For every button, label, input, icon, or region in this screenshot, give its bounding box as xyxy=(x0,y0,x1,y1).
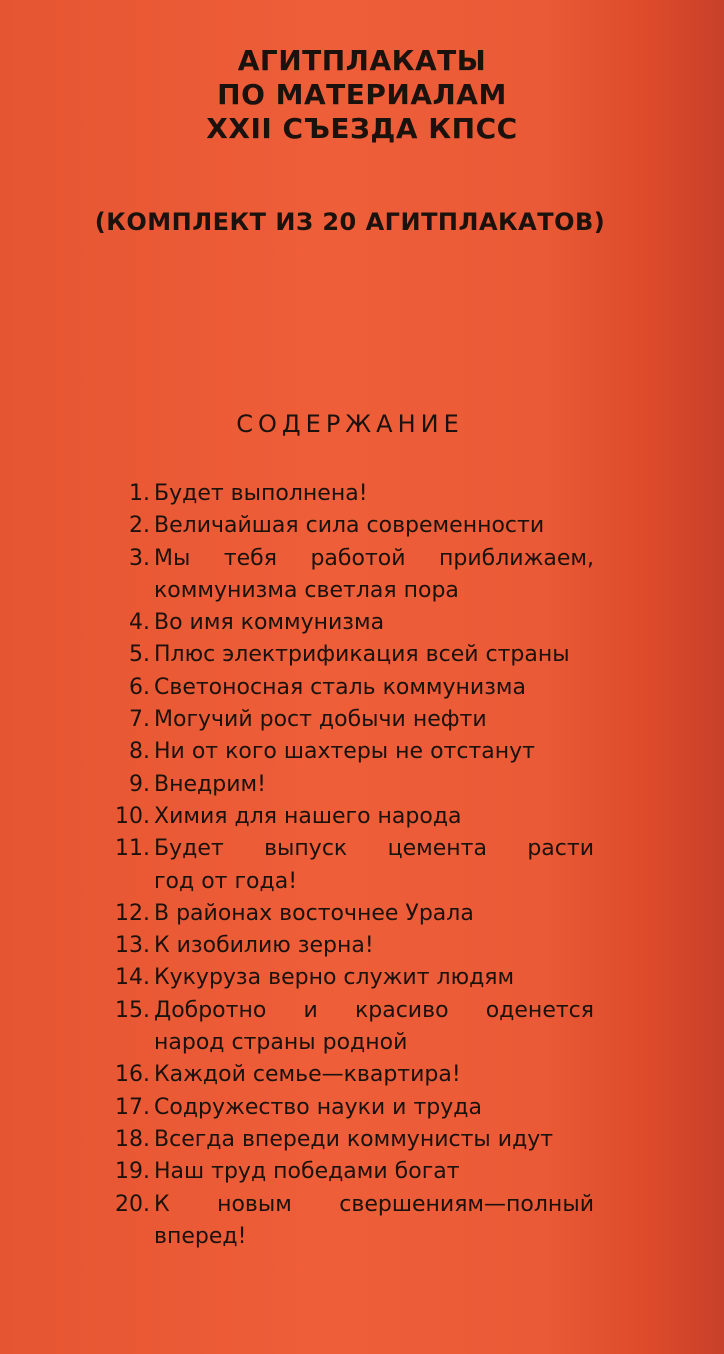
toc-item xyxy=(104,962,604,994)
toc-item-title xyxy=(154,898,604,930)
toc-item-number: 17. xyxy=(115,1094,150,1120)
toc-item-title xyxy=(154,1189,604,1254)
toc-item xyxy=(104,898,604,930)
toc-item-number: 1. xyxy=(129,481,150,506)
toc-item-number: 4. xyxy=(129,610,150,636)
title-line: ПО МАТЕРИАЛАМ xyxy=(217,78,507,111)
toc-item-title-line: Каждой семье—квартира! xyxy=(154,1062,461,1088)
toc-item-title xyxy=(154,736,604,768)
toc-item-title xyxy=(154,510,604,542)
toc-item-title xyxy=(154,1059,604,1091)
toc-item-number: 19. xyxy=(115,1159,150,1185)
toc-item-title xyxy=(154,769,604,801)
toc-item-title-line: вперед! xyxy=(154,1223,247,1249)
toc-item-number: 16. xyxy=(115,1062,150,1088)
toc-item-title xyxy=(154,930,604,962)
toc-item-title-line: Будет выпуск цемента расти xyxy=(154,836,594,862)
toc-item xyxy=(104,639,604,671)
toc-item-title-line: народ страны родной xyxy=(154,1030,408,1056)
toc-item-title xyxy=(154,639,604,671)
toc-item-number: 8. xyxy=(129,739,150,765)
title-line: XXII СЪЕЗДА КПСС xyxy=(206,112,518,145)
toc-item-title-line: Плюс электрификация всей страны xyxy=(154,642,570,668)
toc-item-number: 6. xyxy=(129,674,150,700)
toc-item-number: 5. xyxy=(129,642,150,668)
toc-item-title xyxy=(154,607,604,639)
toc-item xyxy=(104,769,604,801)
toc-item-title-line: Наш труд победами богат xyxy=(154,1159,460,1185)
toc-item-number: 2. xyxy=(129,513,150,539)
toc-item-number: 7. xyxy=(129,707,150,733)
subtitle: (КОМПЛЕКТ ИЗ 20 АГИТПЛАКАТОВ) xyxy=(94,208,606,236)
toc-item-number: 10. xyxy=(115,803,150,829)
toc-item-title xyxy=(154,1156,604,1188)
toc-item-title-line: Химия для нашего народа xyxy=(154,803,462,829)
toc-item xyxy=(104,930,604,962)
toc-item xyxy=(104,1092,604,1124)
toc-item-title xyxy=(154,543,604,608)
toc-item-number: 13. xyxy=(115,933,150,959)
toc-item-title-line: Содружество науки и труда xyxy=(154,1094,482,1120)
table-of-contents xyxy=(104,478,604,1253)
toc-item-title-line: Добротно и красиво оденется xyxy=(154,997,594,1023)
toc-item-title-line: Светоносная сталь коммунизма xyxy=(154,674,527,700)
toc-item-number: 18. xyxy=(115,1126,150,1152)
toc-item-number: 14. xyxy=(115,965,150,991)
toc-item-title-line: Могучий рост добычи нефти xyxy=(154,707,487,733)
toc-item-title-line: Всегда впереди коммунисты идут xyxy=(154,1126,554,1152)
toc-item-title xyxy=(154,478,604,510)
toc-item-number: 3. xyxy=(129,545,150,571)
toc-item xyxy=(104,801,604,833)
toc-item-title-line: Внедрим! xyxy=(154,771,266,797)
toc-item-number: 20. xyxy=(115,1191,150,1217)
toc-item xyxy=(104,736,604,768)
toc-item xyxy=(104,543,604,608)
toc-item xyxy=(104,478,604,510)
toc-item-number: 9. xyxy=(129,771,150,797)
toc-item-title xyxy=(154,704,604,736)
toc-item-title-line: К новым свершениям—полный xyxy=(154,1191,594,1217)
toc-item xyxy=(104,1156,604,1188)
toc-item xyxy=(104,672,604,704)
toc-item-title-line: Величайшая сила современности xyxy=(154,513,545,539)
toc-item-title-line: коммунизма светлая пора xyxy=(154,577,459,603)
toc-item-title-line: К изобилию зерна! xyxy=(154,933,374,959)
toc-item-title xyxy=(154,801,604,833)
page-title xyxy=(0,44,724,146)
toc-item-title xyxy=(154,962,604,994)
contents-heading: СОДЕРЖАНИЕ xyxy=(236,410,464,438)
toc-item-title-line: Во имя коммунизма xyxy=(154,610,385,636)
toc-item xyxy=(104,1189,604,1254)
toc-item xyxy=(104,704,604,736)
toc-item-title xyxy=(154,995,604,1060)
toc-item-number: 11. xyxy=(115,836,150,862)
toc-item-number: 15. xyxy=(115,997,150,1023)
toc-item-title-line: Будет выполнена! xyxy=(154,481,368,506)
toc-item-title-line: Мы тебя работой приближаем, xyxy=(154,545,594,571)
toc-item xyxy=(104,510,604,542)
toc-item-title-line: В районах восточнее Урала xyxy=(154,900,474,926)
toc-item xyxy=(104,995,604,1060)
title-line: АГИТПЛАКАТЫ xyxy=(237,44,487,77)
toc-item-title-line: год от года! xyxy=(154,868,298,894)
toc-item-title xyxy=(154,672,604,704)
toc-item-number: 12. xyxy=(115,900,150,926)
toc-item xyxy=(104,1059,604,1091)
toc-item xyxy=(104,833,604,898)
toc-item-title-line: Ни от кого шахтеры не отстанут xyxy=(154,739,535,765)
toc-item-title-line: Кукуруза верно служит людям xyxy=(154,965,515,991)
toc-item xyxy=(104,607,604,639)
toc-item-title xyxy=(154,1124,604,1156)
toc-item xyxy=(104,1124,604,1156)
toc-item-title xyxy=(154,1092,604,1124)
toc-item-title xyxy=(154,833,604,898)
